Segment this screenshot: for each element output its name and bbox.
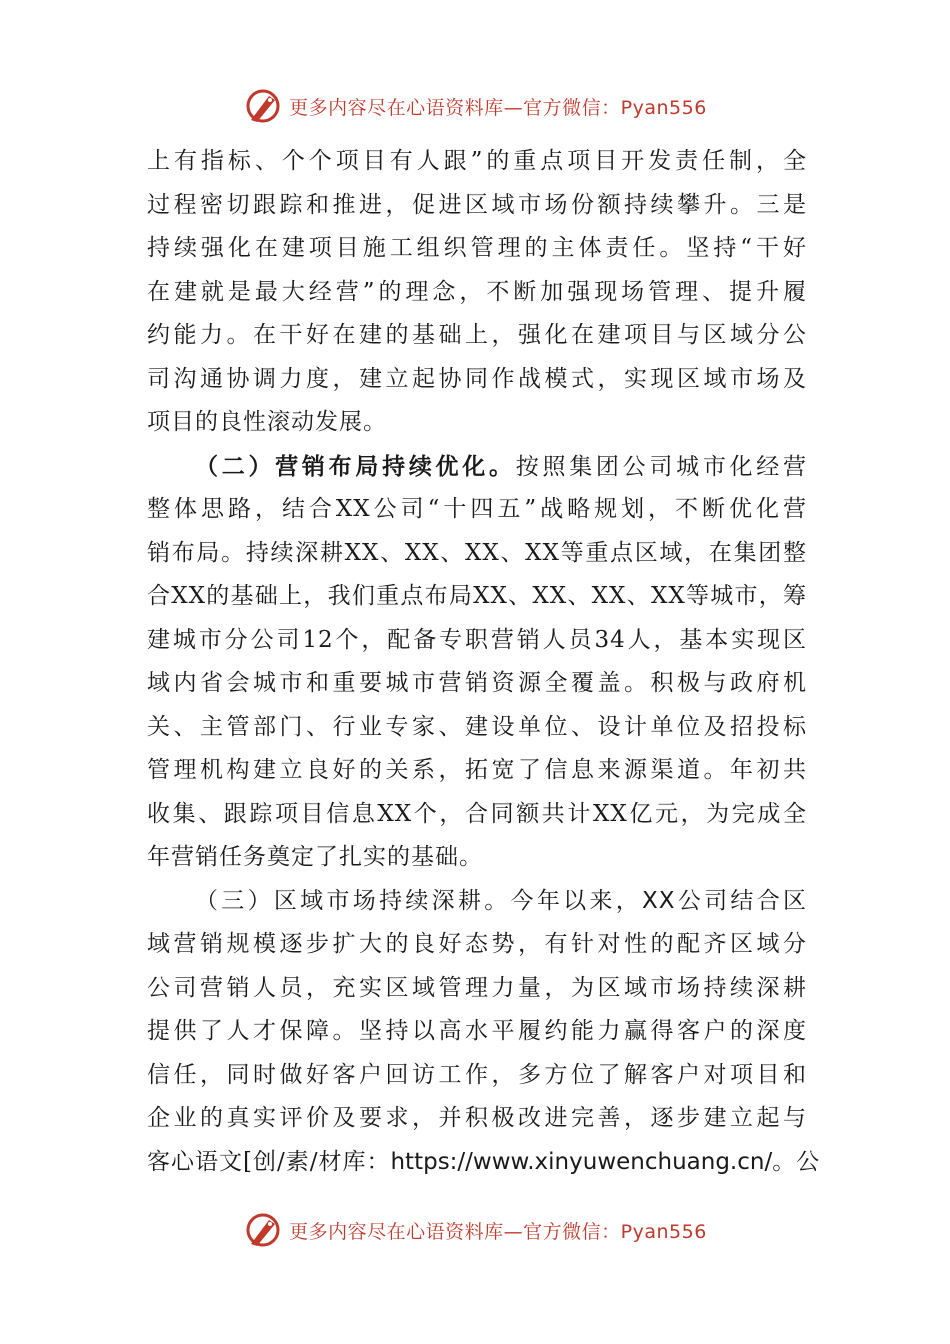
text-line: 整体思路，结合XX公司“十四五”战略规划，不断优化营 bbox=[147, 496, 807, 522]
text-line: 提供了人才保障。坚持以高水平履约能力赢得客户的深度 bbox=[147, 1018, 807, 1044]
section-heading: （二）营销布局持续优化。 bbox=[195, 452, 516, 480]
text-line: 持续强化在建项目施工组织管理的主体责任。坚持“干好 bbox=[147, 235, 807, 261]
text-line: 过程密切跟踪和推进，促进区域市场份额持续攀升。三是 bbox=[147, 191, 807, 218]
watermark-text: 更多内容尽在心语资料库—官方微信：Pyan556 bbox=[289, 96, 707, 119]
text-line: 司沟通协调力度，建立起协同作战模式，实现区域市场及 bbox=[147, 365, 807, 392]
text-line bbox=[147, 445, 807, 489]
text-line: 域营销规模逐步扩大的良好态势，有针对性的配齐区域分 bbox=[147, 931, 807, 957]
text-line: 项目的良性滚动发展。 bbox=[147, 409, 387, 435]
text-line: 管理机构建立良好的关系，拓宽了信息来源渠道。年初共 bbox=[147, 757, 807, 783]
text-run: 公司结合区 bbox=[675, 887, 808, 914]
text-line: 合XX的基础上，我们重点布局XX、XX、XX、XX等城市，筹 bbox=[147, 583, 807, 609]
url-text: https://www.xinyuwenchuang.cn/ bbox=[390, 1148, 773, 1175]
paragraph-2 bbox=[147, 445, 807, 880]
text-line: 域内省会城市和重要城市营销资源全覆盖。积极与政府机 bbox=[147, 670, 807, 696]
text-line bbox=[147, 880, 807, 924]
text-run: 客心语文[创/素/材库： bbox=[147, 1148, 391, 1175]
paragraph-1 bbox=[147, 140, 807, 445]
document-body bbox=[147, 140, 821, 1184]
text-line: 销布局。持续深耕XX、XX、XX、XX等重点区域，在集团整 bbox=[147, 539, 807, 566]
pen-nib-circle-icon bbox=[243, 1210, 283, 1250]
text-line: 关、主管部门、行业专家、建设单位、设计单位及招投标 bbox=[147, 713, 807, 740]
text-run: 按照集团公司城市化经营 bbox=[515, 453, 808, 480]
text-line: 年营销任务奠定了扎实的基础。 bbox=[147, 844, 483, 870]
watermark-banner-top bbox=[0, 84, 950, 128]
watermark-banner-bottom bbox=[0, 1208, 950, 1252]
text-run: 。公 bbox=[772, 1148, 821, 1175]
text-line: 公司营销人员，充实区域管理力量，为区域市场持续深耕 bbox=[147, 974, 807, 1001]
pen-nib-circle-icon bbox=[243, 86, 283, 126]
text-run: XX bbox=[642, 887, 676, 914]
text-line: 在建就是最大经营”的理念，不断加强现场管理、提升履 bbox=[147, 278, 807, 305]
paragraph-3 bbox=[147, 880, 821, 1185]
text-run: （三）区域市场持续深耕。今年以来， bbox=[195, 887, 643, 914]
text-line: 上有指标、个个项目有人跟”的重点项目开发责任制，全 bbox=[147, 148, 807, 174]
text-line: 信任，同时做好客户回访工作，多方位了解客户对项目和 bbox=[147, 1061, 807, 1088]
text-line: 约能力。在干好在建的基础上，强化在建项目与区域分公 bbox=[147, 322, 807, 348]
text-line: 建城市分公司12个，配备专职营销人员34人，基本实现区 bbox=[147, 626, 807, 653]
text-line: 企业的真实评价及要求，并积极改进完善，逐步建立起与 bbox=[147, 1105, 807, 1131]
text-line: 收集、跟踪项目信息XX个，合同额共计XX亿元，为完成全 bbox=[147, 800, 807, 827]
watermark-text: 更多内容尽在心语资料库—官方微信：Pyan556 bbox=[289, 1220, 707, 1243]
text-line bbox=[147, 1141, 821, 1185]
